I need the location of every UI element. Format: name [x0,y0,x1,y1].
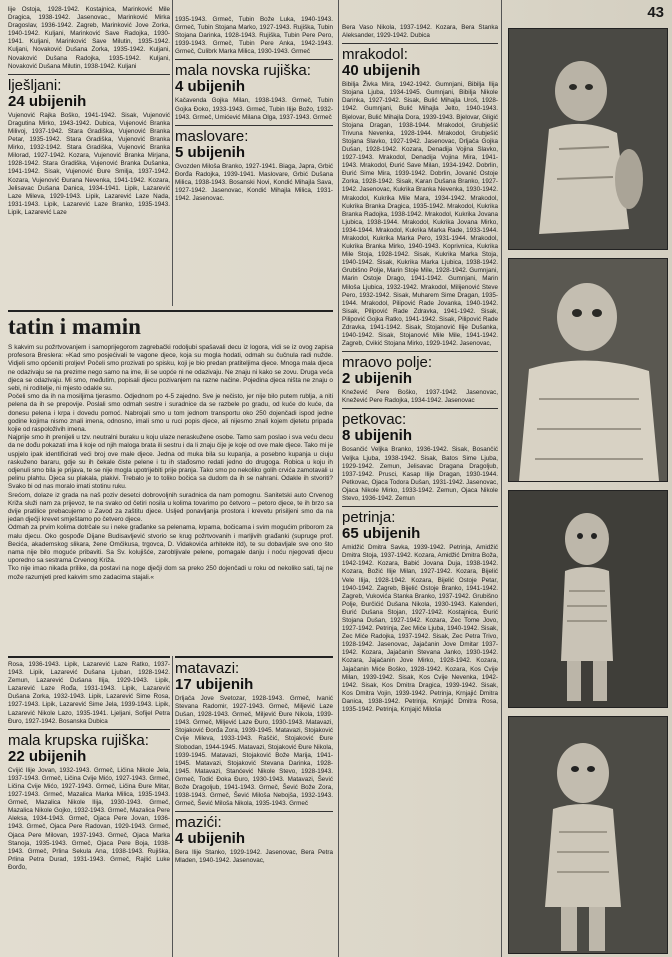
article-paragraph: Najprije smo ih prenijeli u tzv. neutralni buraku u koju ulaze neraskužene osobe. Tamo sam poslao i sva veću decu da ne dođu pokazati ima li koje od njih maloga brata ili sestru i da li znaju čije je koje od ove male djece. Tako mi je uspjelo ipak identificirati veći broj ove male djece. Jedna od muka bila su kupanja, a posebno kupanja u ciuju raskuženo bararu, gdje su ih čekale čiste pelene i tu ih stađosmo redati jedno do drugoga. Robica u koju ih odjenuli smo bila je prijava, te se nije mogla upotrijebiti prije pranja. Tako smo po nekoliko golih crvića zamotavali u pelinu plahtu. Djeca su plakala, plakivi. Trebalo je to toliko bočica sa dudom da ih se nahrani. Odakle ih stvoriti? Svako bi od nas moralo imati stotinu ruku. [8,434,333,491]
section-count: 8 ubijenih [342,427,413,445]
section-count: 24 ubijenih [8,92,87,110]
victim-list-text: Bosančić Veljka Branko, 1936-1942. Sisak, Bosančić Veljka Ljuba, 1938-1942. Sisak, Batos Sime Ljuba, 1929-1942. Zemun, Jelisavac Dragana Dragoljub, 1937-1942. Prusci, Kasap Ilije Dragan, 1930-1944. Petkovac, Ojaca Todora Dušan, 1931-1942. Jasenovac, Ojaca Nikole Mirko, 1933-1942. Zemun, Ojaca Nikole Stevo, 1936-1942. Zemun [342,446,498,503]
section-heading-mraovo-polje [342,355,498,387]
column-2-top [175,16,333,306]
section-count: 17 ubijenih [175,676,254,693]
section-name: mala krupska rujiška: [8,731,149,749]
child-photo-image [509,491,667,707]
section-heading-ljesljani [8,78,170,110]
column-3 [342,24,498,957]
section-heading-mala-novska-rujiska [175,63,333,95]
child-photo-image [509,29,667,249]
article-paragraph: Tko nije imao nikada prilike, da postavi na noge dječji dom sa preko 250 dojenčadi u roku od nekoliko sati, taj ne može razumjeti pred kakvim smo zadacima stajali.« [8,565,333,581]
section-count: 40 ubijenih [342,62,421,80]
column-2-bottom [175,656,333,956]
section-heading-petkovac [342,412,498,444]
victim-list-text: Vujenović Rajka Boško, 1941-1942. Sisak, Vujenović Dragutina Mirko, 1943-1942. Dubica, Vujenović Branka Milivoj, 1937-1942. Stara Gradiška, Vujenović Branka Petar, 1935-1942. Stara Gradiška, Vujenović Branka Mirko, 1932-1942. Stara Gradiška, Vujenović Branka Milorad, 1927-1942. Kozara, Vujenović Branka Mirjana, 1928-1942. Stara Gradiška, Vujenović Branka Dušanka, 1941-1942. Sisak, Vujenović Đure Smilja, 1937-1942. Kozara, Vujenović Đurana Nevenka, 1941-1942. Kozara, Jelisavac Dušana Danica, 1934-1941. Lipik, Lazarević Laze Mileva, 1929-1943. Lipik, Lazarević Laze Nada, 1931-1943. Lipik, Lazarević Laze Branko, 1935-1943. Lipik, Lazarević Laze [8,111,170,216]
section-name: matavazi: [175,660,240,677]
section-count: 2 ubijenih [342,370,413,388]
column-divider [172,0,173,306]
page-number: 43 [647,4,664,21]
section-name: lješljani: [8,76,62,94]
section-name: petrinja: [342,509,396,527]
victim-list-text: Bera Ilije Stanko, 1929-1942. Jasenovac, Bera Petra Mladen, 1940-1942. Jasenovac, [175,849,333,865]
child-photo-4 [508,716,668,954]
child-photo-2 [508,258,668,482]
section-name: mala novska rujiška: [175,62,311,80]
section-heading-mrakodol [342,47,498,79]
section-name: mrakodol: [342,46,408,64]
section-heading-matavazi [175,661,333,693]
column-divider [172,656,173,957]
section-heading-petrinja [342,510,498,542]
section-count: 65 ubijenih [342,525,421,543]
column-divider [501,0,502,957]
article-paragraph: Počeli smo da ih na mosiljima tjerasmo. Odjednom po 4-5 zajedno. Sve je nečisto, jer nije bilo putem rublja, a niti pelena da ih se prepovije. Poslali smo odmah sestre i suradnice da se razbele po gradu, od kuće do kuće, da donesu pelena i krpa i dovedu pomoć. Nabrojali smo u tom jednom transportu oko 250 dojenčadi ispod jedne godine kojima nismo znali imena, odnosno, imali smo u ruci popis djece, ali nijesmo znali kojem djetetu pripada kojie od raspoloživih imena. [8,393,333,434]
photo-column [504,0,670,957]
section-name: maslovare: [175,127,249,145]
section-heading-maslovare [175,129,333,161]
victim-list-text: Bera Vaso Nikola, 1937-1942. Kozara, Bera Stanka Aleksander, 1929-1942. Dubica [342,24,498,40]
victim-list-text: Rosa, 1936-1943. Lipik, Lazarević Laze Ratko, 1937-1943. Lipik, Lazarević Dušana Ljuban, 1928-1942. Zemun, Lazarević Dušana Ilija, 1929-1943. Lipik, Lazarević Laze Rođa, 1931-1943. Lipik, Lazarević Dušana Zorka, 1932-1943. Lipik, Lazarević Sime Rosa, 1927-1943. Lipik, Lazarević Sime Jela, 1939-1943. Lipik, Lazarević Nikole Lazo, 1935-1941. Ljeljani, Sofijel Petra Đuro, 1927-1942. Bosanska Dubica [8,661,170,725]
section-heading-mazici [175,815,333,847]
column-1-top [8,6,170,306]
child-photo-image [509,259,667,481]
section-name: petkovac: [342,411,407,429]
section-count: 4 ubijenih [175,830,246,848]
child-photo-image [509,717,667,953]
column-divider [338,0,339,957]
victim-list-text: Gvozden Miloša Branko, 1927-1941. Biaga, Japra, Grbić Đorđa Radojka, 1939-1941. Maslovare, Grbić Dušana Milica, 1938-1943. Bosanski Novi, Kondić Mihajla Sava, 1927-1942. Jasenovac, Kondić Mihajla Milica, 1931-1942. Jasenovac. [175,162,333,203]
victim-list-text: 1935-1943. Grmeč, Tubin Bože Luka, 1940-1943. Grmeč, Tubin Stojana Marko, 1927-1943. Rujiška, Tubin Stojana Darinka, 1928-1943. Rujiška, Tubin Pere Pero, 1939-1943. Grmeč, Tubin Pere Anka, 1942-1943. Grmeč, Culibrk Marka Milica, 1930-1943. Grmeč [175,16,333,56]
article-title: tatin i mamin [8,314,141,339]
article-paragraph: S kakvim su požrtvovanjem i samoprijegorom zagrebački rodoljubi spašavali decu iz logora, vidi se iz ovog zapisa profesora Breslera: »Kad smo posjećivali te vagone djece, koja su mogla hodati, odmah su čučnula radi nužde. Vidjeli smo općeniti proljev! Počeli smo prozivati po spisku, koji je bio predan pratiteljima djece. Mnoga mala djeca ne odazivaju se na prezime nego samo na ime, ili se uopće ni ne odazivaju. Ne znaju ni kako se zovu. Druga veća djeca se odazivaju. Mi smo, međutim, popisali djecu pozivanjem na razne načine. Pojedina djeca ništa ne znaju o sebi, ni roditelje, ni mjesto odakle su. [8,344,333,393]
child-photo-3 [508,490,668,708]
victim-list-text: Kačavenda Gojka Milan, 1938-1943. Grmeč, Tubin Gojka Đoko, 1933-1943. Grmeč, Tubin Ilije Božo, 1932-1943. Grmeč, Umićević Milana Olga, 1937-1943. Grmeč [175,97,333,121]
victim-list-text: Amidžić Dmitra Savka, 1939-1942. Petrinja, Amidžić Dmitra Stoja, 1937-1942. Kozara, Amidžić Dmitra Boža, 1942-1942. Kozara, Babić Jovana Duja, 1938-1942. Kozara, Božić Ilije Milan, 1927-1942. Kozara, Bijelić Vele Ilija, 1928-1942. Kozara, Bijelić Ostoje Petar, 1940-1942. Zagreb, Bijelić Ostoje Branko, 1941-1942. Zagreb, Vukovića Stanka Branko, 1937-1942. Grubišno Polje, Đurčićić Dušana Nikola, 1930-1943. Kalenderi, Đurić Dušana Stojan, 1927-1942. Kostajnica, Đurić Stojana Dušan, 1927-1942. Kozara, Zec Tome Jovo, 1927-1942. Petrinja, Zec Miće Ljuba, 1940-1942. Sisak, Zec Miće Radojka, 1937-1942. Sisak, Zec Petra Trivo, 1928-1942. Jasenovac, Jajačanin Jove Dmitar 1937-1942. Kozara, Jajačanin Stevana Janko, 1930-1942. Kozara, Jajačanin Jove Mirko, 1928-1942. Kozara, Jajačanin Miće Boško, 1928-1942. Kozara, Kos Cvije Milan, 1939-1942. Sisak, Kos Cvije Nevenka, 1942-1942. Sisak, Kos Dmitra Dragica, 1939-1942. Sisak, Kos Dmitra Vojin, 1939-1942. Petrinja, Krnjajić Dmitra Danica, 1938-1942. Petrinja, Krnjajić Dmitra Rosa, 1935-1942. Petrinja, Krnjajić Miloša [342,544,498,713]
victim-list-text: Knežević Pere Boško, 1937-1942. Jasenovac, Knežević Pere Radojka, 1934-1942. Jasenovac [342,389,498,405]
column-1-bottom [8,656,170,956]
victim-list-text: Cvijić Ilije Jovan, 1932-1943. Grmeč, Ličina Nikole Jela, 1937-1943. Grmeč, Ličina Cvije Mićo, 1927-1943. Grmeč, Ličina Cvije Mićo, 1927-1943. Grmeč, Ličina Đure Mitar, 1927-1943. Grmeč, Mazalica Marka Milica, 1935-1943. Grmeč, Mazalica Nikole Ilija, 1930-1943. Grmeč, Mazalica Nikole Gojko, 1932-1943. Grmeč, Mazalica Pere Aleksa, 1934-1943. Grmeč, Ojaca Pere Jovan, 1936-1943. Grmeč, Ojaca Pere Radovan, 1929-1943. Grmeč, Ojaca Pere Milovan, 1937-1943. Grmeč, Ojaca Marka Stanoja, 1935-1943. Grmeč, Ojaca Pere Boja, 1938-1943. Grmeč, Prlina Sekula Ana, 1938-1943. Rujiška, Prlina Petra Durad, 1931-1943. Grmeč, Rajlić Luke Đorđo, [8,766,170,871]
article-paragraph: Srećom, dolaze iz grada na naš poziv desetci dobrovoljnih suradnica da nam pomognu. Sanitetski auto Crvenog Križa služi nam za prijevoz, te na svako od četiri nosila u kolima tovarimo po četvoro – petoro djece, te ih brzo sa dvije pratilice prebacujemo u Zavod za zaštitu djece. Usljed ponavljanja prostora i krevetu prisiljeni smo da na jedan dječji krevet smještamo po četvero djece. [8,491,333,524]
section-count: 4 ubijenih [175,78,246,96]
article-tatin-i-mamin [8,310,333,650]
section-count: 22 ubijenih [8,747,87,765]
victim-list-text: Drljača Jove Svetozar, 1928-1943. Grmeč, Ivanić Stevana Radomir, 1927-1943. Grmeč, Miljević Laze Dušan, 1928-1943. Grmeč, Miljević Đure Nikola, 1939-1943. Grmeč, Miljević Laze Đuro, 1930-1943. Matavazi, Stojaković Đorđa Zora, 1939-1945. Matavazi, Stojaković Cvije Mileva, 1933-1943. Raščić, Stojaković Đure Slobodan, 1944-1945. Matavazi, Stojaković Đure Nikola, 1939-1945. Matavazi, Stojaković Bože Marija, 1941-1945. Matavazi, Stojaković Stevana Darinka, 1928-1945. Matavazi, Stanćević Nikole Stevo, 1928-1943. Grmeč, Todić Đoka Đuro, 1930-1943. Matavazi, Šević Bože Dragoljub, 1941-1943. Grmeč, Šević Bože Zora, 1938-1943. Grmeč, Šević Miloša Nebojša, 1932-1943. Grmeč, Šević Miloša Nikola, 1935-1943. Grmeč [175,695,333,808]
victim-list-text: Bibilja Živka Mira, 1942-1942. Gumnjani, Bibilja Ilija Stojana Ljuba, 1934-1945. Gumnjani, Bibilja Nikole Darinka, 1927-1942. Sisak, Bulić Mihajla Uroš, 1928-1942. Gumnjani, Bulić Mihajla Jelto, 1940-1943. Bjelovar, Bulić Mihajla Dora, 1939-1943. Bjelovar, Gligić Stojana Dragan, 1938-1944. Mrakodol, Grubješić Trivuna Nevenka, 1928-1944. Mrakodol, Grubješić Stojana Slavko, 1927-1942. Jasenovac, Drljača Gojka Dušan, 1928-1942. Kozara, Denadija Vojina Slavko, 1927-1943. Mrakodol, Denadija Vojina Mira, 1941-1943. Mrakodol, Đurić Save Milan, 1934-1942. Dobrlin, Đurić Sime Mira, 1939-1942. Dobrlin, Jovanić Ostoje Zorka, 1928-1942. Sisak, Karan Dušana Branko, 1927-1942. Jasenovac, Kukrika Branka Nevenka, 1930-1942. Mrakodol, Kukrika Mile Mara, 1934-1942. Mrakodol, Kukrika Branka Dragica, 1935-1942. Mrakodol, Kukrika Branka Radojka, 1938-1942. Mrakodol, Kukrika Jovana Ljubica, 1938-1944. Mrakodol, Kukrika Jovana Mirko, 1934-1944. Mrakodol, Kukrika Marka Rade, 1933-1944. Mrakodol, Kukrika Marka Pero, 1931-1944. Mrakodol, Kukrika Branka Mirko, 1940-1943. Koprivnica, Kukrika Mile Stoja, 1928-1942. Sisak, Kukrika Marka Stoja, 1940-1942. Sisak, Kukrika Marka Ljubica, 1938-1942. Grubišno Polje, Marin Stoje Mile, 1928-1942. Gumnjani, Marin Ostoje Drago, 1941-1942. Gumnjani, Marin Miloša Ljubica, 1932-1942. Mrakodol, Milijenović Steve Pero, 1932-1942. Sisak, Muharem Sime Dragan, 1935-1944. Mrakodol, Pilipović Rade Jovanka, 1940-1942. Sisak, Pilipović Rade Zdravka, 1941-1942. Sisak, Pilipović Gojka Ratko, 1941-1942. Sisak, Pilipović Rade Zdravka, 1941-1942. Sisak, Stojanović Ilije Dušanka, 1940-1942. Sisak, Stojanović Mile Mile, 1941-1942. Zagreb, Cvikić Stojana Mirko, 1929-1942. Jasenovac, [342,81,498,348]
section-heading-mala-krupska-rujiska [8,733,170,765]
section-count: 5 ubijenih [175,143,246,161]
section-name: mazići: [175,814,222,832]
article-paragraph: Odmah za prvim kolima dotrčale su i neke građanke sa pelenama, krpama, bočicama i svim mogućim priborom za malu djecu. Oko gospođe Dijane Budisavljević stvorio se krug požrtvovanih i marljivih građanki (supruge prof. Becića, akademskog slikara, žene Omčikusa, trgovca, D. Vidakovića arhitekte itd), te su dobavljale sve ono što nama nije bilo moguće pribaviti. Sa Sv. kolujišće, zarobljivale pelene, pomagale danju i noću njegovati djecu uporedno sa sestrama Crvenog Križa. [8,524,333,565]
victim-list-text: lije Ostoja, 1928-1942. Kostajnica, Marinković Mile Dragica, 1938-1942. Jasenovac., Marinković Mirka Dragoslav, 1936-1942. Zagreb, Marinković Jove Zorka, 1940-1942. Kuljani, Marinković Save Radojka, 1930-1941. Kuljani, Marinković Save Milutin, 1935-1942. Kuljani, Novaković Dušana Zorka, 1935-1942. Kuljani, Novaković Dušana Radojka, 1935-1942. Kuljani, Novaković Dušana Milutin, 1938-1942. Kuljani [8,6,170,70]
section-name: mraovo polje: [342,354,433,372]
child-photo-1 [508,28,668,250]
